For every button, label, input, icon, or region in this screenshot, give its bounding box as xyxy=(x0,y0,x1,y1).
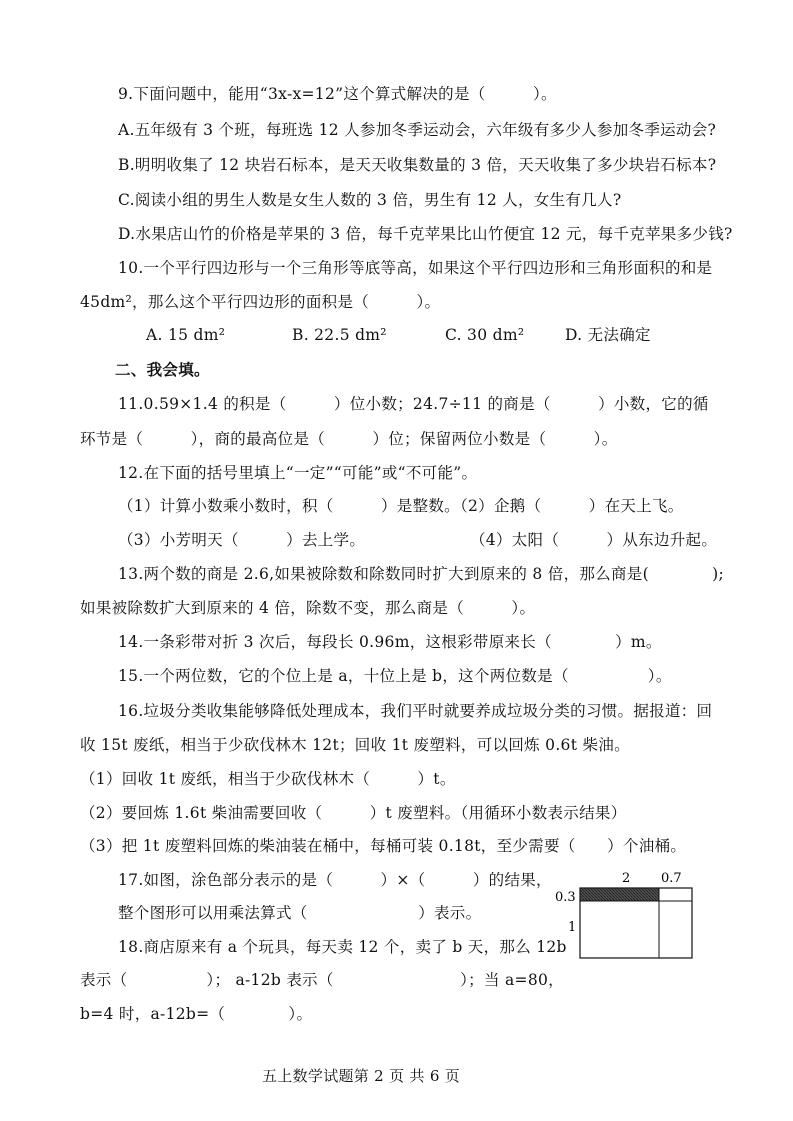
q18-line2: 表示（ ）； a-12b 表示（ ）；当 a=80， xyxy=(80,971,564,989)
q12-row1: （1）计算小数乘小数时，积（ ）是整数。（2）企鹅（ ）在天上飞。 xyxy=(118,497,684,515)
q11-line1: 11.0.59×1.4 的积是（ ）位小数；24.7÷11 的商是（ ）小数，它的循 xyxy=(118,395,709,413)
q17-line2: 整个图形可以用乘法算式（ ）表示。 xyxy=(118,904,482,922)
section-title: 二、我会填。 xyxy=(115,360,210,379)
q12-stem: 12.在下面的括号里填上“一定”“可能”或“不可能”。 xyxy=(118,464,478,482)
q12-row2-left: （3）小芳明天（ ）去上学。 xyxy=(118,531,366,549)
q13-line2: 如果被除数扩大到原来的 4 倍，除数不变，那么商是（ ）。 xyxy=(80,599,536,617)
area-diagram xyxy=(555,868,695,968)
q12-row2-right: （4）太阳（ ）从东边升起。 xyxy=(470,531,718,549)
q10-line1: 10.一个平行四边形与一个三角形等底等高，如果这个平行四边形和三角形面积的和是 xyxy=(118,259,713,277)
figure-label-width-2: 2 xyxy=(622,871,631,886)
q10-option-c: C. 30 dm² xyxy=(445,326,525,344)
page-footer: 五上数学试题第 2 页 共 6 页 xyxy=(262,1067,461,1085)
q11-line2: 环节是（ ），商的最高位是（ ）位；保留两位小数是（ ）。 xyxy=(80,430,618,448)
q16-line1: 16.垃圾分类收集能够降低处理成本，我们平时就要养成垃圾分类的习惯。据报道：回 xyxy=(118,702,713,720)
q16-line2: 收 15t 废纸，相当于少砍伐林木 12t；回收 1t 废塑料，可以回炼 0.6t 柴油。 xyxy=(80,736,630,754)
q16-sub1: （1）回收 1t 废纸，相当于少砍伐林木（ ）t。 xyxy=(80,770,456,788)
q16-sub3: （3）把 1t 废塑料回炼的柴油装在桶中，每桶可装 0.18t，至少需要（ ）个油桶。 xyxy=(80,837,687,855)
q9-option-a: A.五年级有 3 个班，每班选 12 人参加冬季运动会，六年级有多少人参加冬季运动会? xyxy=(118,121,717,139)
q10-option-d: D. 无法确定 xyxy=(565,326,651,344)
q14-text: 14.一条彩带对折 3 次后，每段长 0.96m，这根彩带原来长（ ）m。 xyxy=(118,633,662,651)
q9-option-c: C.阅读小组的男生人数是女生人数的 3 倍，男生有 12 人，女生有几人? xyxy=(118,191,622,209)
q15-text: 15.一个两位数，它的个位上是 a，十位上是 b，这个两位数是（ ）。 xyxy=(118,667,672,685)
q9-option-b: B.明明收集了 12 块岩石标本，是天天收集数量的 3 倍，天天收集了多少块岩石标本? xyxy=(118,156,717,174)
q16-sub2: （2）要回炼 1.6t 柴油需要回收（ ）t 废塑料。（用循环小数表示结果） xyxy=(80,804,627,822)
figure-label-width-0.7: 0.7 xyxy=(661,871,682,886)
q10-option-b: B. 22.5 dm² xyxy=(292,326,387,344)
q10-line2: 45dm²，那么这个平行四边形的面积是（ ）。 xyxy=(80,293,441,311)
figure-shaded-region xyxy=(580,888,659,901)
q9-option-d: D.水果店山竹的价格是苹果的 3 倍，每千克苹果比山竹便宜 12 元，每千克苹果多少钱? xyxy=(118,225,733,243)
q10-option-a: A. 15 dm² xyxy=(146,326,226,344)
figure-label-height-0.3: 0.3 xyxy=(555,890,576,905)
q13-line1: 13.两个数的商是 2.6,如果被除数和除数同时扩大到原来的 8 倍，那么商是( ); xyxy=(118,565,724,583)
q18-line1: 18.商店原来有 a 个玩具，每天卖 12 个，卖了 b 天，那么 12b xyxy=(118,938,567,956)
q17-line1: 17.如图，涂色部分表示的是（ ）×（ ）的结果， xyxy=(118,871,552,889)
figure-label-height-1: 1 xyxy=(568,920,577,935)
q9-stem: 9.下面问题中，能用“3x-x=12”这个算式解决的是（ ）。 xyxy=(118,85,557,103)
q18-line3: b=4 时，a-12b=（ ）。 xyxy=(80,1005,313,1023)
